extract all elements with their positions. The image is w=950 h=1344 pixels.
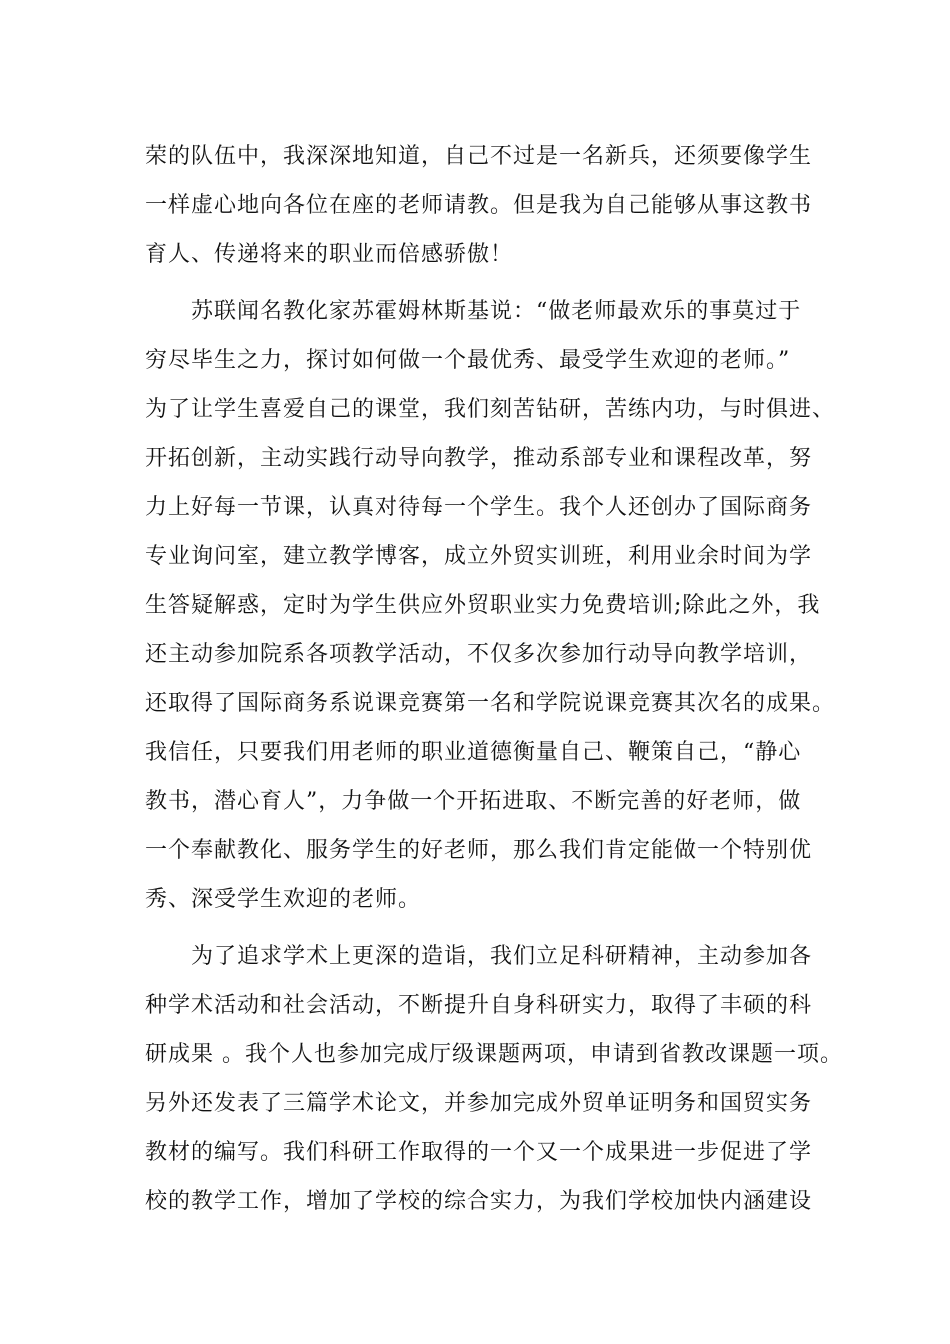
text-line: 苏联闻名教化家苏霍姆林斯基说：“做老师最欢乐的事莫过于: [145, 299, 802, 324]
text-line: 一样虚心地向各位在座的老师请教。但是我为自己能够从事这教书: [145, 193, 813, 218]
text-line: 为了让学生喜爱自己的课堂，我们刻苦钻研，苦练内功，与时俱进、: [145, 397, 836, 422]
text-line: 育人、传递将来的职业而倍感骄傲！: [145, 242, 514, 267]
text-line: 生答疑解惑，定时为学生供应外贸职业实力免费培训;除此之外，我: [145, 593, 821, 618]
text-line: 教书，潜心育人”，力争做一个开拓进取、不断完善的好老师，做: [145, 789, 802, 814]
body-text: [145, 132, 843, 1226]
text-line: 一个奉献教化、服务学生的好老师，那么我们肯定能做一个特别优: [145, 838, 813, 863]
paragraph: [145, 932, 843, 1226]
text-line: 另外还发表了三篇学术论文，并参加完成外贸单证明务和国贸实务: [145, 1091, 813, 1116]
text-line: 研成果 。我个人也参加完成厅级课题两项，申请到省教改课题一项。: [145, 1042, 843, 1067]
text-line: 种学术活动和社会活动，不断提升自身科研实力，取得了丰硕的科: [145, 993, 813, 1018]
text-line: 穷尽毕生之力，探讨如何做一个最优秀、最受学生欢迎的老师。”: [145, 348, 791, 373]
text-line: 荣的队伍中，我深深地知道，自己不过是一名新兵，还须要像学生: [145, 144, 813, 169]
paragraph-spacer: [145, 924, 835, 932]
paragraph-spacer: [145, 279, 835, 287]
text-line: 为了追求学术上更深的造诣，我们立足科研精神，主动参加各: [145, 944, 813, 969]
text-line: 秀、深受学生欢迎的老师。: [145, 887, 422, 912]
text-line: 我信任，只要我们用老师的职业道德衡量自己、鞭策自己，“静心: [145, 740, 802, 765]
paragraph: [145, 287, 835, 924]
text-line: 还主动参加院系各项教学活动，不仅多次参加行动导向教学培训，: [145, 642, 813, 667]
text-line: 专业询问室，建立教学博客，成立外贸实训班，利用业余时间为学: [145, 544, 813, 569]
text-line: 开拓创新，主动实践行动导向教学，推动系部专业和课程改革，努: [145, 446, 813, 471]
paragraph: [145, 132, 835, 279]
text-line: 力上好每一节课，认真对待每一个学生。我个人还创办了国际商务: [145, 495, 813, 520]
text-line: 教材的编写。我们科研工作取得的一个又一个成果进一步促进了学: [145, 1140, 813, 1165]
text-line: 还取得了国际商务系说课竞赛第一名和学院说课竞赛其次名的成果。: [145, 691, 836, 716]
text-line: 校的教学工作，增加了学校的综合实力，为我们学校加快内涵建设: [145, 1189, 813, 1214]
